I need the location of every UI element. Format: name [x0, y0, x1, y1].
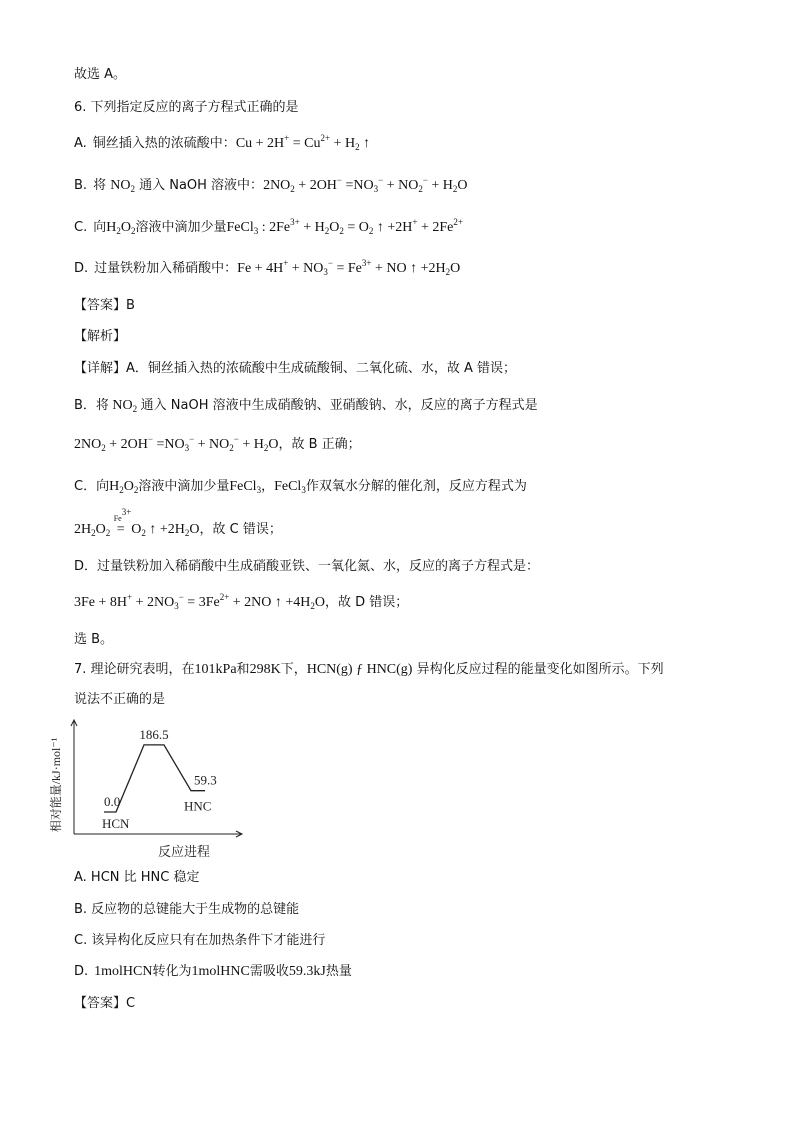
q6-option-b-label: B. [74, 178, 88, 193]
q7-temperature: 298K [249, 662, 281, 677]
q6-detail-d-line2 [74, 593, 408, 613]
q6-detail-c-formula-2: FeCl$_3$ [229, 479, 262, 495]
q7-option-d-heat: 59.3kJ [288, 964, 326, 979]
q6-option-b-text-2: 通入 NaOH 溶液中： [139, 178, 264, 193]
q6-detail-d-conclusion: ，故 D 错误； [325, 595, 409, 610]
chart-labels [48, 727, 217, 859]
q6-stem: 6. 下列指定反应的离子方程式正确的是 [74, 100, 299, 115]
q6-option-c-equation: FeCl$_3$ : $2Fe^{3+} + H_2O_2 = O_2$ ↑ $+2H^+ + 2Fe^{2+}$ [226, 217, 463, 236]
q6-option-b-equation: $2NO_2 + 2OH^- =NO_3^- + NO_2^- + H_2O$ [263, 175, 468, 194]
q6-detail-b-equation: $2NO_2 + 2OH^- =NO_3^- + NO_2^- + H_2O$ [74, 434, 279, 453]
q6-detail-c-equation: $2H_2O_2$ $Fe^{3+}$ = $O_2$ ↑ $+2H_2O$ [74, 507, 200, 538]
q7-reaction: HCN(g) ƒ HNC(g) [306, 662, 413, 677]
q6-answer: 【答案】B [74, 298, 135, 313]
q7-stem-line2: 说法不正确的是 [74, 692, 166, 707]
q7-option-a: A. HCN 比 HNC 稳定 [74, 870, 200, 885]
q6-detail-b-text-2: 通入 NaOH 溶液中生成硝酸钠、亚硝酸钠、水，反应的离子方程式是 [140, 398, 538, 413]
q6-detail-d-line1: D．过量铁粉加入稀硝酸中生成硝酸亚铁、一氧化氮、水，反应的离子方程式是： [74, 559, 540, 574]
energy-profile-chart [49, 712, 254, 862]
y-axis-title: 相对能量/kJ·mol⁻¹ [49, 737, 63, 833]
q7-option-d-amount-2: 1molHNC [191, 964, 250, 979]
q6-detail-c-formula-1: $H_2O_2$ [109, 479, 139, 495]
q6-detail-c-text-2: 溶液中滴加少量 [138, 479, 230, 494]
species-label-hnc: HNC [184, 798, 212, 814]
q7-stem-text-2: 异构化反应过程的能量变化如图所示。下列 [416, 662, 664, 677]
x-axis-title: 反应进程 [157, 844, 211, 859]
q6-detail-b-formula: $NO_2$ [108, 398, 138, 414]
q6-detail-a: 【详解】A．铜丝插入热的浓硫酸中生成硫酸铜、二氧化硫、水，故 A 错误； [74, 361, 517, 376]
q6-detail-b-line1 [74, 396, 538, 416]
q7-stem-line1 [74, 660, 664, 680]
q7-under: 下， [280, 662, 307, 677]
q6-option-d [74, 259, 460, 279]
previous-choice: 故选 A。 [74, 67, 127, 82]
q7-pressure: 101kPa [194, 662, 237, 677]
q6-option-c-text-2: 溶液中滴加少量 [135, 220, 227, 235]
q6-select: 选 B。 [74, 632, 114, 647]
q6-detail-b-line2 [74, 435, 361, 455]
q7-option-d-amount-1: 1molHCN [94, 964, 153, 979]
q6-option-c-formula-1: $H_2O_2$ [106, 220, 136, 236]
q6-option-c-text-1: 向 [93, 220, 107, 235]
q6-detail-c-line2 [74, 507, 282, 540]
q6-option-d-equation: $Fe + 4H^+ + NO_3^- = Fe^{3+}$ + NO ↑ $+2H_2O$ [237, 258, 461, 277]
energy-value-label: 186.5 [139, 726, 169, 742]
q7-option-d-need: 需吸收 [249, 964, 289, 979]
q6-option-a [74, 134, 370, 154]
q6-option-c-label: C. [74, 220, 88, 235]
q6-option-d-text: 过量铁粉加入稀硝酸中： [94, 261, 238, 276]
q6-detail-d-equation: $3Fe + 8H^+ + 2NO_3^- = 3Fe^{2+} + 2NO$ ↑ $+4H_2O$ [74, 592, 326, 611]
q7-option-d-end: 热量 [325, 964, 352, 979]
species-label-hcn: HCN [102, 816, 130, 831]
energy-value-label: 59.3 [194, 772, 217, 788]
q6-option-b [74, 176, 468, 196]
q7-option-c: C. 该异构化反应只有在加热条件下才能进行 [74, 933, 326, 948]
q7-option-b: B. 反应物的总键能大于生成物的总键能 [74, 902, 300, 917]
q6-option-b-text-1: 将 [93, 178, 107, 193]
q6-option-a-equation: $Cu + 2H^+ = Cu^{2+} + H_2$ ↑ [235, 133, 371, 152]
q7-stem-text-1: 7. 理论研究表明，在 [74, 662, 195, 677]
q6-detail-c-text-4: 作双氧水分解的催化剂，反应方程式为 [305, 479, 527, 494]
q7-option-d-mid: 转化为 [152, 964, 192, 979]
q6-detail-c-line1 [74, 477, 527, 497]
q6-option-c [74, 218, 463, 238]
q7-answer: 【答案】C [74, 996, 136, 1011]
q7-option-d-label: D. [74, 964, 89, 979]
q6-analysis-heading: 【解析】 [74, 329, 127, 344]
energy-value-label: 0.0 [104, 794, 121, 809]
q6-detail-c-text-3: ， [261, 479, 275, 494]
q6-option-d-label: D. [74, 261, 89, 276]
q6-detail-c-formula-3: FeCl$_3$ [274, 479, 306, 495]
q6-detail-b-text-1: B．将 [74, 398, 109, 413]
q6-option-b-formula: $NO_2$ [110, 178, 135, 194]
q7-and: 和 [236, 662, 250, 677]
q6-detail-c-conclusion: ，故 C 错误； [199, 522, 282, 537]
q7-option-d [74, 962, 352, 982]
q6-option-a-text: 铜丝插入热的浓硫酸中： [92, 136, 236, 151]
q6-detail-c-text-1: C．向 [74, 479, 110, 494]
q6-detail-b-conclusion: ，故 B 正确； [278, 437, 361, 452]
q6-option-a-label: A. [74, 136, 87, 151]
